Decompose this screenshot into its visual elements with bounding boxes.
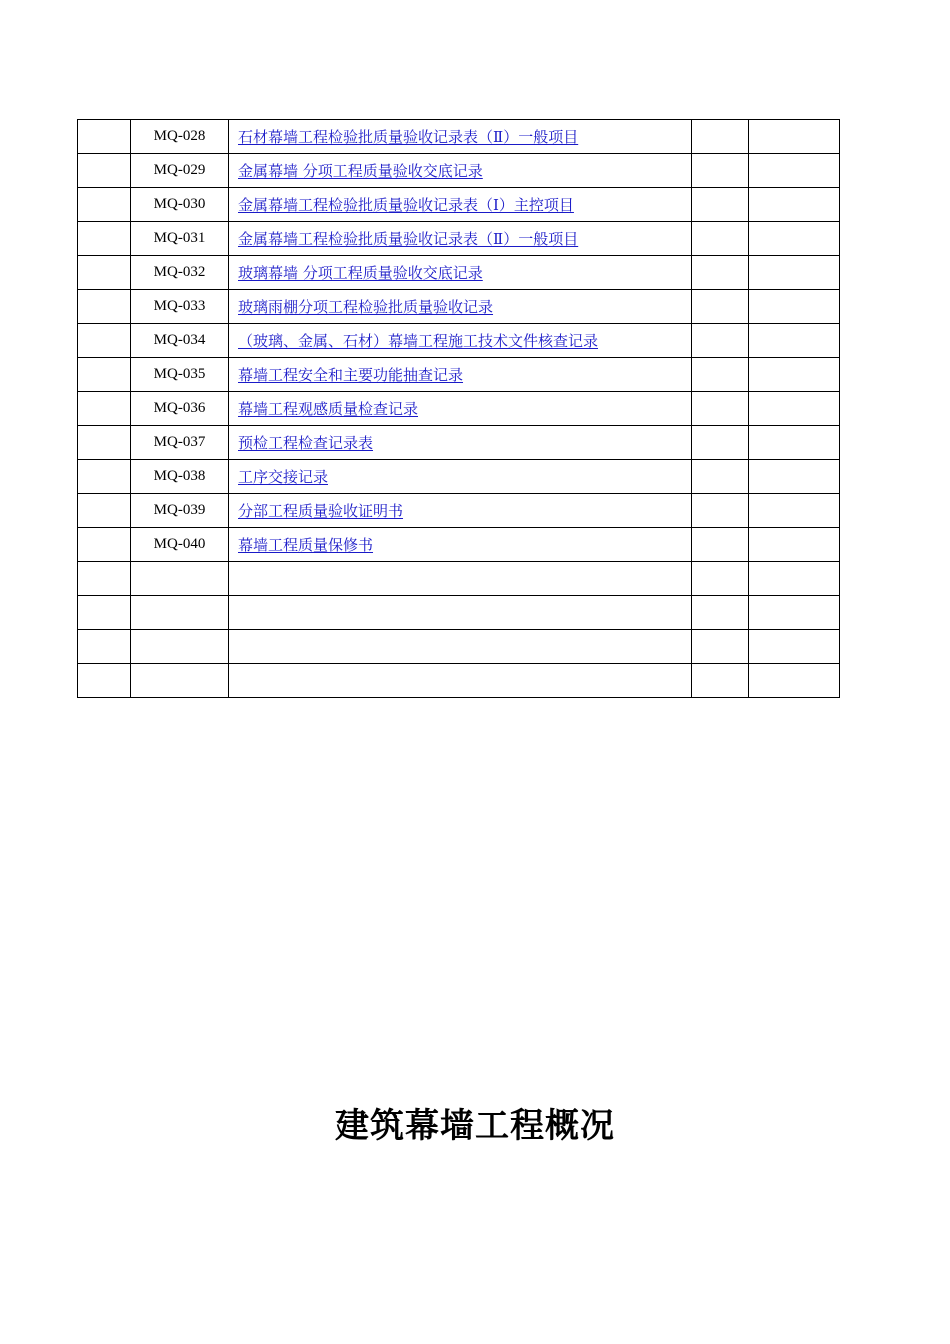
empty-table-row <box>78 562 840 596</box>
document-code: MQ-033 <box>131 290 229 324</box>
table-row <box>78 188 840 222</box>
index-cell <box>78 120 131 154</box>
document-link[interactable]: （玻璃、金属、石材）幕墙工程施工技术文件核查记录 <box>238 332 599 350</box>
empty-table-row <box>78 596 840 630</box>
document-link[interactable]: 幕墙工程观感质量检查记录 <box>238 400 419 418</box>
document-code: MQ-032 <box>131 256 229 290</box>
index-cell <box>78 392 131 426</box>
code-cell <box>131 596 229 630</box>
index-cell <box>78 290 131 324</box>
title-cell <box>229 562 692 596</box>
index-cell <box>78 222 131 256</box>
remarks-cell <box>749 188 840 222</box>
index-cell <box>78 528 131 562</box>
table-row <box>78 120 840 154</box>
document-link[interactable]: 分部工程质量验收证明书 <box>238 502 404 520</box>
section-title: 建筑幕墙工程概况 <box>335 1106 615 1146</box>
remarks-cell <box>749 562 840 596</box>
document-code: MQ-030 <box>131 188 229 222</box>
document-link[interactable]: 金属幕墙工程检验批质量验收记录表（Ⅰ）主控项目 <box>238 196 574 214</box>
pages-cell <box>692 324 749 358</box>
index-cell <box>78 664 131 698</box>
document-link[interactable]: 幕墙工程安全和主要功能抽查记录 <box>238 366 464 384</box>
document-link[interactable]: 预检工程检查记录表 <box>238 434 374 452</box>
document-code: MQ-037 <box>131 426 229 460</box>
table-row <box>78 460 840 494</box>
table-row <box>78 426 840 460</box>
title-cell <box>229 630 692 664</box>
index-cell <box>78 256 131 290</box>
pages-cell <box>692 596 749 630</box>
document-code: MQ-040 <box>131 528 229 562</box>
pages-cell <box>692 358 749 392</box>
empty-table-row <box>78 630 840 664</box>
title-cell <box>229 596 692 630</box>
pages-cell <box>692 154 749 188</box>
pages-cell <box>692 188 749 222</box>
table-row <box>78 324 840 358</box>
remarks-cell <box>749 290 840 324</box>
pages-cell <box>692 426 749 460</box>
document-link[interactable]: 玻璃雨棚分项工程检验批质量验收记录 <box>238 298 494 316</box>
empty-table-row <box>78 664 840 698</box>
code-cell <box>131 664 229 698</box>
document-link[interactable]: 工序交接记录 <box>238 468 329 486</box>
remarks-cell <box>749 222 840 256</box>
index-cell <box>78 596 131 630</box>
document-index-table <box>77 119 840 698</box>
remarks-cell <box>749 426 840 460</box>
code-cell <box>131 562 229 596</box>
document-link[interactable]: 幕墙工程质量保修书 <box>238 536 374 554</box>
remarks-cell <box>749 664 840 698</box>
index-cell <box>78 324 131 358</box>
pages-cell <box>692 120 749 154</box>
document-code: MQ-039 <box>131 494 229 528</box>
document-code: MQ-034 <box>131 324 229 358</box>
document-link[interactable]: 金属幕墙工程检验批质量验收记录表（Ⅱ）一般项目 <box>238 230 579 248</box>
table-row <box>78 222 840 256</box>
document-code: MQ-028 <box>131 120 229 154</box>
index-cell <box>78 494 131 528</box>
table-row <box>78 392 840 426</box>
table-row <box>78 256 840 290</box>
document-code: MQ-038 <box>131 460 229 494</box>
pages-cell <box>692 630 749 664</box>
document-link[interactable]: 玻璃幕墙 分项工程质量验收交底记录 <box>238 264 483 282</box>
pages-cell <box>692 664 749 698</box>
index-cell <box>78 358 131 392</box>
table-row <box>78 494 840 528</box>
table-row <box>78 154 840 188</box>
document-code: MQ-029 <box>131 154 229 188</box>
index-cell <box>78 188 131 222</box>
title-cell <box>229 664 692 698</box>
pages-cell <box>692 256 749 290</box>
pages-cell <box>692 460 749 494</box>
remarks-cell <box>749 494 840 528</box>
pages-cell <box>692 222 749 256</box>
document-code: MQ-031 <box>131 222 229 256</box>
pages-cell <box>692 494 749 528</box>
remarks-cell <box>749 528 840 562</box>
remarks-cell <box>749 324 840 358</box>
pages-cell <box>692 562 749 596</box>
index-cell <box>78 460 131 494</box>
pages-cell <box>692 392 749 426</box>
document-link[interactable]: 金属幕墙 分项工程质量验收交底记录 <box>238 162 483 180</box>
remarks-cell <box>749 460 840 494</box>
document-link[interactable]: 石材幕墙工程检验批质量验收记录表（Ⅱ）一般项目 <box>238 128 579 146</box>
remarks-cell <box>749 358 840 392</box>
pages-cell <box>692 290 749 324</box>
table-row <box>78 358 840 392</box>
index-cell <box>78 154 131 188</box>
remarks-cell <box>749 630 840 664</box>
remarks-cell <box>749 596 840 630</box>
remarks-cell <box>749 120 840 154</box>
pages-cell <box>692 528 749 562</box>
code-cell <box>131 630 229 664</box>
remarks-cell <box>749 154 840 188</box>
table-row <box>78 528 840 562</box>
index-cell <box>78 426 131 460</box>
document-code: MQ-036 <box>131 392 229 426</box>
index-cell <box>78 562 131 596</box>
remarks-cell <box>749 256 840 290</box>
index-cell <box>78 630 131 664</box>
document-code: MQ-035 <box>131 358 229 392</box>
table-row <box>78 290 840 324</box>
remarks-cell <box>749 392 840 426</box>
